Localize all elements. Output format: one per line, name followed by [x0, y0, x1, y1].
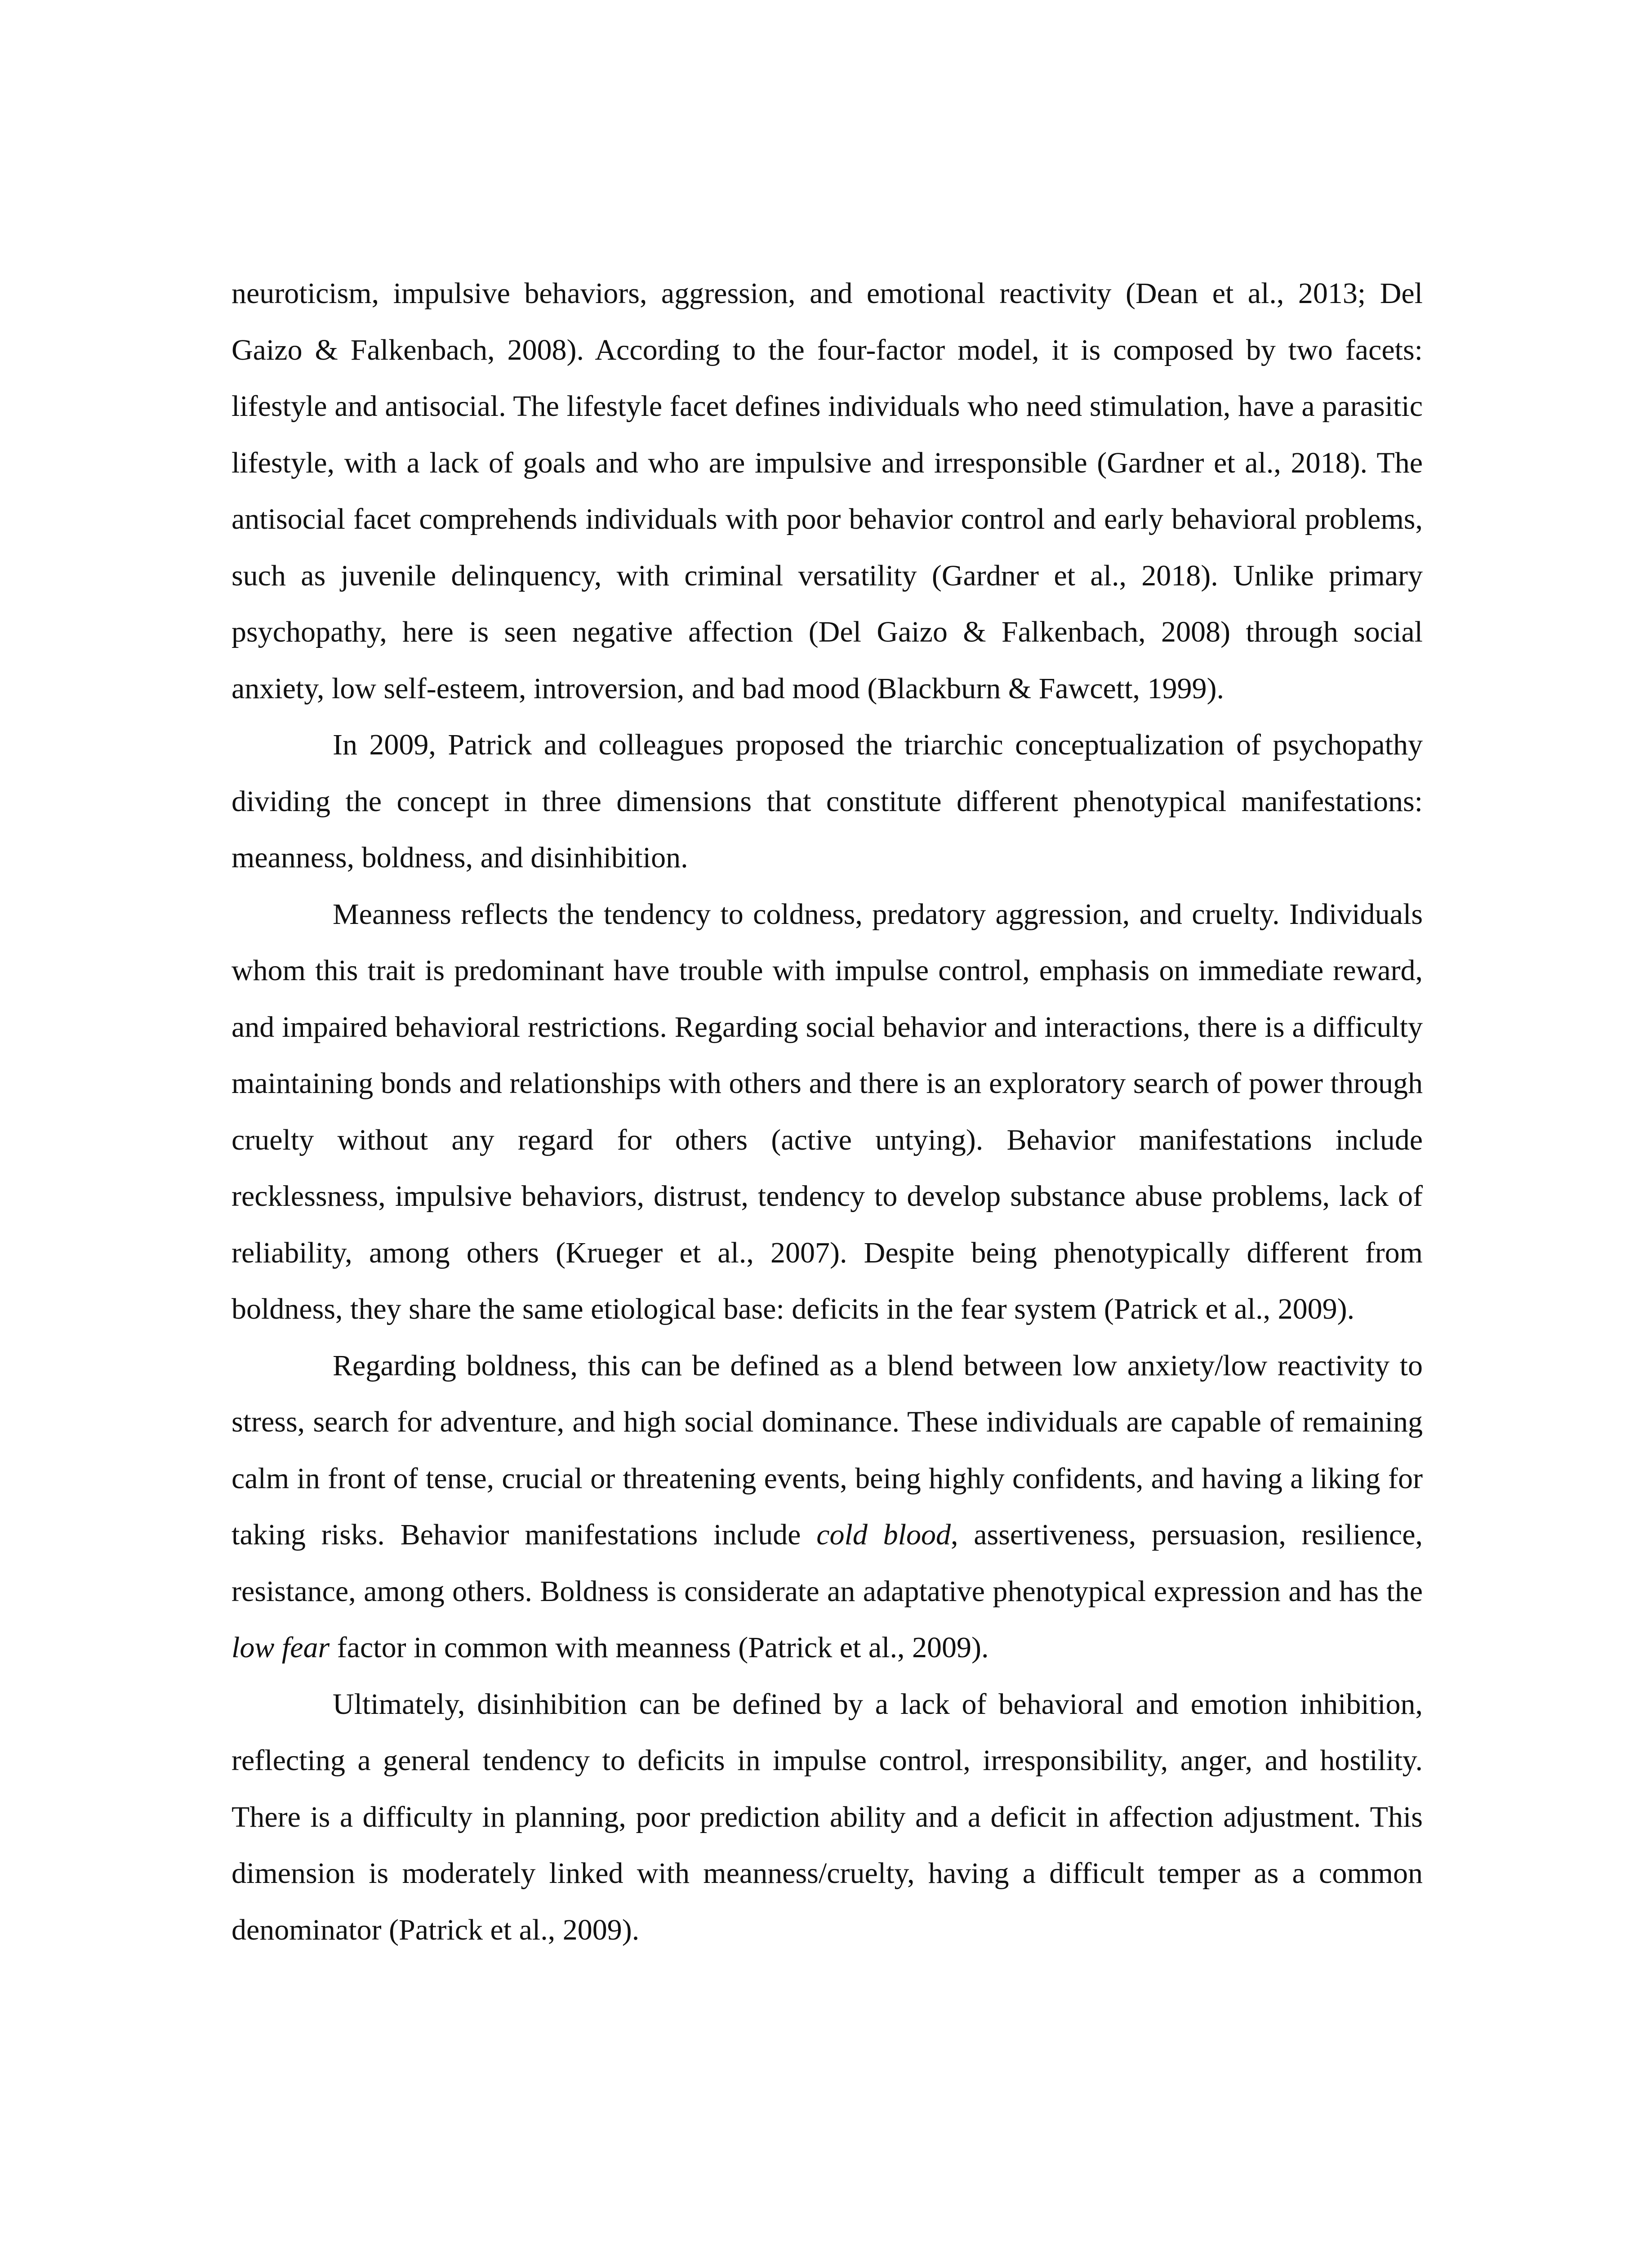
- boldness-text-part-3: factor in common with meanness (Patrick et al., 2009).: [330, 1631, 989, 1664]
- italic-cold-blood: cold blood: [816, 1518, 951, 1551]
- body-text: [232, 265, 1423, 1958]
- paragraph-disinhibition: Ultimately, disinhibition can be defined by a lack of behavioral and emotion inhibition, reflecting a general tendency to deficits in impulse control, irresponsibility, anger, and hostility. There is a difficulty in planning, poor prediction ability and a deficit in affection adjustment. This dimension is moderately linked with meanness/cruelty, having a difficult temper as a common denominator (Patrick et al., 2009).: [232, 1687, 1423, 1946]
- paragraph-boldness: [232, 1338, 1423, 1676]
- paragraph-meanness: Meanness reflects the tendency to coldness, predatory aggression, and cruelty. Individuals whom this trait is predominant have trouble with impulse control, emphasis on immediate reward, and impaired behavioral restrictions. Regarding social behavior and interactions, there is a difficulty maintaining bonds and relationships with others and there is an exploratory search of power through cruelty without any regard for others (active untying). Behavior manifestations include recklessness, impulsive behaviors, distrust, tendency to develop substance abuse problems, lack of reliability, among others (Krueger et al., 2007). Despite being phenotypically different from boldness, they share the same etiological base: deficits in the fear system (Patrick et al., 2009).: [232, 897, 1423, 1325]
- boldness-text-part-2: , assertiveness, persuasion, resilience, resistance, among others. Boldness is considerate an adaptative phenotypical expression and has the: [232, 1518, 1423, 1608]
- boldness-text-part-1: Regarding boldness, this can be defined as a blend between low anxiety/low reactivity to stress, search for adventure, and high social dominance. These individuals are capable of remaining calm in front of tense, crucial or threatening events, being highly confidents, and having a liking for taking risks. Behavior manifestations include: [232, 1349, 1423, 1551]
- italic-low-fear: low fear: [232, 1631, 330, 1664]
- paragraph-psychopathy-facets: neuroticism, impulsive behaviors, aggression, and emotional reactivity (Dean et al., 2013; Del Gaizo & Falkenbach, 2008). According to the four-factor model, it is composed by two facets: lifestyle and antisocial. The lifestyle facet defines individuals who need stimulation, have a parasitic lifestyle, with a lack of goals and who are impulsive and irresponsible (Gardner et al., 2018). The antisocial facet comprehends individuals with poor behavior control and early behavioral problems, such as juvenile delinquency, with criminal versatility (Gardner et al., 2018). Unlike primary psychopathy, here is seen negative affection (Del Gaizo & Falkenbach, 2008) through social anxiety, low self-esteem, introversion, and bad mood (Blackburn & Fawcett, 1999).: [232, 277, 1423, 705]
- paragraph-triarchic-model: In 2009, Patrick and colleagues proposed the triarchic conceptualization of psychopathy dividing the concept in three dimensions that constitute different phenotypical manifestations: meanness, boldness, and disinhibition.: [232, 728, 1423, 874]
